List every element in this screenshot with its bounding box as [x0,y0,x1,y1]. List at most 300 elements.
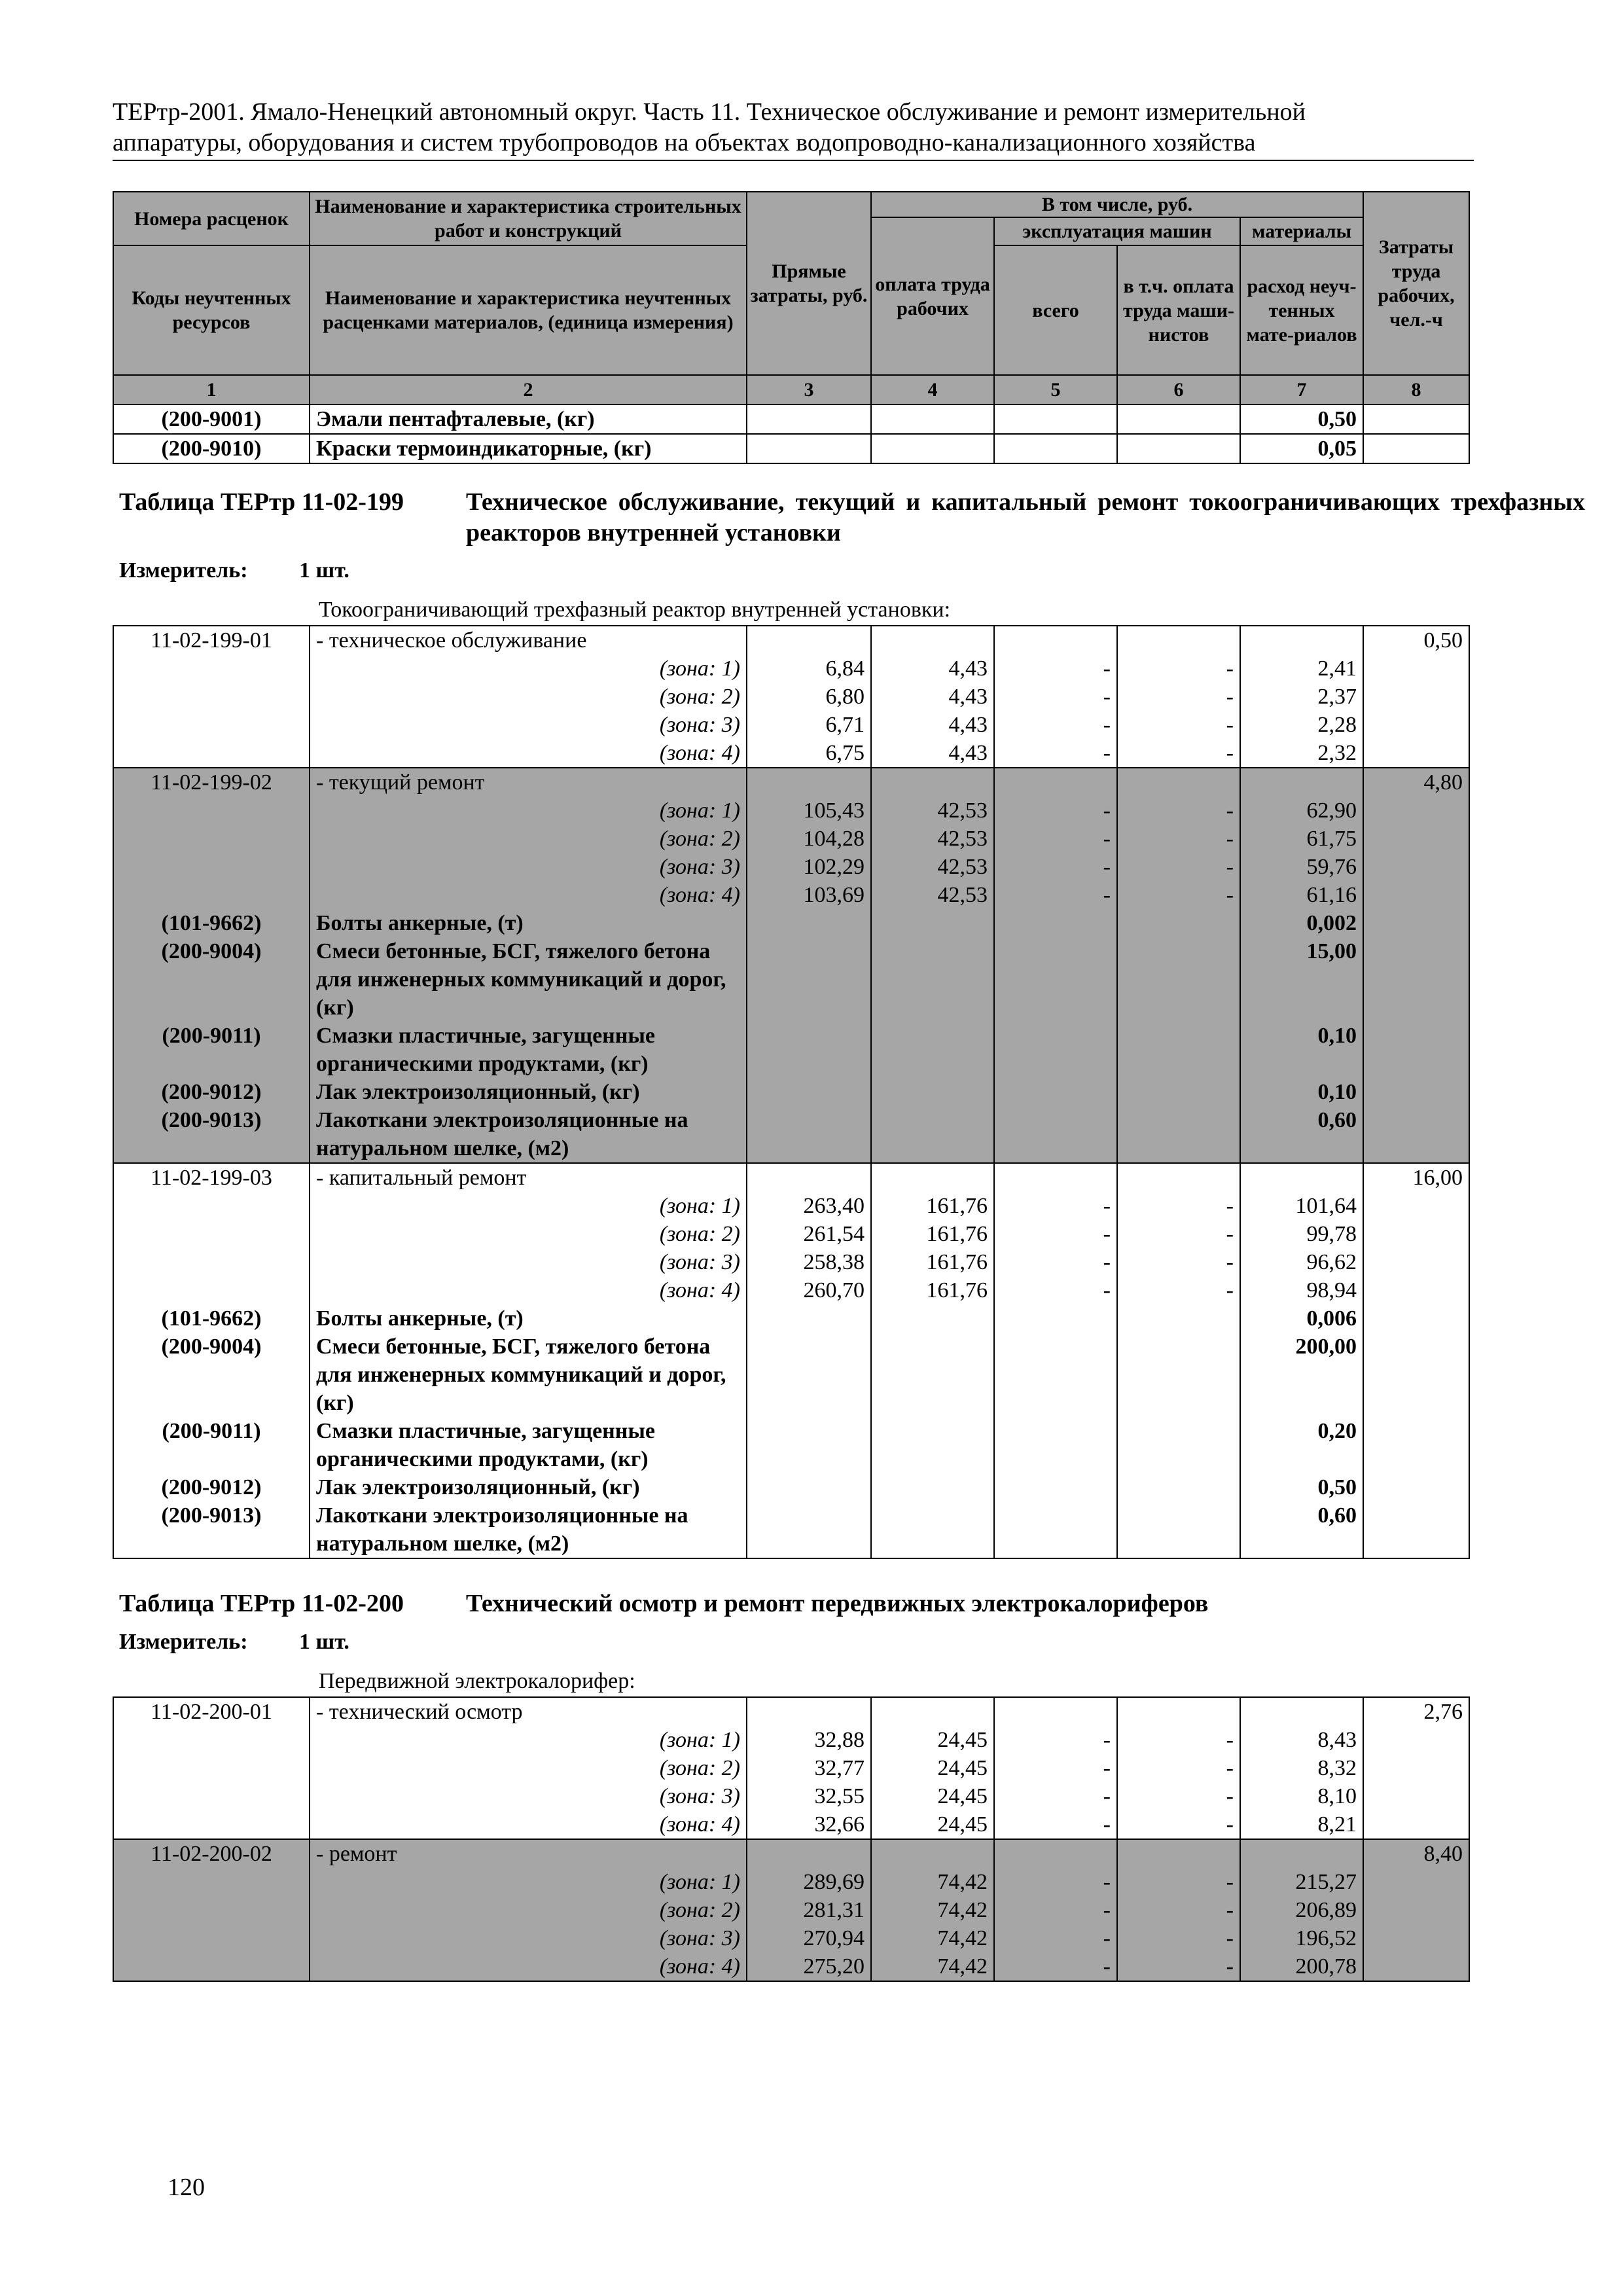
empty-cell [113,1868,310,1896]
colnum-4: 4 [871,375,994,404]
worker-pay: 74,42 [871,1868,994,1896]
header-line-1: ТЕРтр-2001. Ямало-Ненецкий автономный округ. Часть 11. Техническое обслуживание и ремонт измерительной [113,98,1306,126]
table-199-name: Техническое обслуживание, текущий и капитальный ремонт токоограничивающих трехфазных реакторов внутренней установки [466,488,1585,547]
resource-code: (200-9010) [113,434,310,463]
machinist-pay: - [1117,655,1240,683]
resource-code: (200-9004) [113,937,310,1022]
resource-code: (200-9012) [113,1473,310,1501]
empty-cell [747,1022,871,1078]
resource-name: Смазки пластичные, загущенные органическими продуктами, (кг) [310,1022,747,1078]
zone-label: (зона: 2) [310,1896,747,1924]
labor-cost: 2,76 [1363,1697,1469,1726]
empty-cell [1117,1333,1240,1417]
direct-cost: 258,38 [747,1248,871,1276]
machinist-pay: - [1117,711,1240,739]
machine-cost: - [994,1754,1117,1782]
colnum-6: 6 [1117,375,1240,404]
material-cost: 8,43 [1240,1726,1363,1754]
empty-cell [1117,1417,1240,1473]
empty-cell [994,909,1117,937]
worker-pay: 42,53 [871,881,994,909]
empty-cell [1363,1924,1469,1952]
rate-row [113,1839,1469,1868]
empty-cell [871,626,994,655]
empty-cell [747,1333,871,1417]
page-number: 120 [168,2174,205,2201]
zone-label: (зона: 3) [310,711,747,739]
table-200-measure [119,1630,349,1655]
empty-cell [1363,1726,1469,1754]
resource-qty: 0,50 [1240,1473,1363,1501]
empty-cell [1363,825,1469,853]
empty-cell [1363,853,1469,881]
colnum-3: 3 [747,375,871,404]
worker-pay: 161,76 [871,1220,994,1248]
resource-code: (200-9001) [113,404,310,434]
empty-cell [1117,1106,1240,1163]
worker-pay: 42,53 [871,825,994,853]
zone-row [113,1952,1469,1981]
table-199 [113,625,1470,1559]
labor-cost: 8,40 [1363,1839,1469,1868]
table-200-name: Технический осмотр и ремонт передвижных электрокалориферов [466,1590,1209,1617]
zone-row [113,1220,1469,1248]
machine-cost: - [994,1896,1117,1924]
zone-label: (зона: 2) [310,825,747,853]
machine-cost: - [994,797,1117,825]
rate-code: 11-02-199-02 [113,768,310,797]
zone-label: (зона: 4) [310,1276,747,1304]
empty-cell [113,1782,310,1810]
worker-pay: 4,43 [871,739,994,768]
empty-cell [113,1726,310,1754]
machinist-pay: - [1117,797,1240,825]
resource-code: (200-9013) [113,1106,310,1163]
machinist-pay: - [1117,683,1240,711]
zone-row [113,797,1469,825]
empty-cell [1363,1276,1469,1304]
worker-pay: 161,76 [871,1248,994,1276]
empty-cell [1363,655,1469,683]
resource-qty: 0,002 [1240,909,1363,937]
resource-row [113,404,1469,434]
measure-label: Измеритель: [119,558,248,583]
empty-cell [1117,626,1240,655]
rate-name: - техническое обслуживание [310,626,747,655]
machinist-pay: - [1117,1726,1240,1754]
zone-row [113,711,1469,739]
col2-bottom-header: Наименование и характеристика неучтенных расценками материалов, (единица измерения) [310,245,747,375]
worker-pay: 24,45 [871,1810,994,1839]
machine-cost: - [994,1810,1117,1839]
empty-cell [113,655,310,683]
col8-header: Затраты труда рабочих, чел.-ч [1363,192,1469,375]
direct-cost: 32,55 [747,1782,871,1810]
colnum-8: 8 [1363,375,1469,404]
empty-cell [1363,797,1469,825]
machinist-pay: - [1117,1868,1240,1896]
machine-cost: - [994,655,1117,683]
table-200-caption: Передвижной электрокалорифер: [319,1669,635,1693]
empty-cell [113,683,310,711]
zone-row [113,1754,1469,1782]
material-cost: 96,62 [1240,1248,1363,1276]
zone-label: (зона: 1) [310,1192,747,1220]
empty-cell [1363,1022,1469,1078]
resource-qty: 0,10 [1240,1022,1363,1078]
empty-cell [1117,909,1240,937]
zone-label: (зона: 1) [310,1726,747,1754]
machinist-pay: - [1117,1896,1240,1924]
worker-pay: 74,42 [871,1896,994,1924]
resource-name: Эмали пентафталевые, (кг) [310,404,747,434]
empty-cell [747,768,871,797]
labor-cost: 16,00 [1363,1163,1469,1192]
direct-cost: 105,43 [747,797,871,825]
zone-row [113,825,1469,853]
machine-cost: - [994,683,1117,711]
direct-cost: 6,80 [747,683,871,711]
resource-row [113,1022,1469,1078]
worker-pay: 74,42 [871,1952,994,1981]
direct-cost: 103,69 [747,881,871,909]
zone-label: (зона: 4) [310,1952,747,1981]
material-cost: 8,10 [1240,1782,1363,1810]
table-200 [113,1696,1470,1982]
machinist-pay: - [1117,1754,1240,1782]
empty-cell [747,1078,871,1106]
empty-cell [113,1952,310,1981]
zone-label: (зона: 1) [310,797,747,825]
machine-cost: - [994,881,1117,909]
resource-row [113,1333,1469,1417]
empty-cell [747,1163,871,1192]
rate-name: - ремонт [310,1839,747,1868]
empty-cell [871,1417,994,1473]
col4-header: оплата труда рабочих [871,217,994,375]
zone-row [113,1924,1469,1952]
empty-cell [747,1473,871,1501]
zone-row [113,881,1469,909]
empty-cell [113,1754,310,1782]
empty-cell [871,1163,994,1192]
empty-cell [113,1192,310,1220]
direct-cost: 32,88 [747,1726,871,1754]
worker-pay: 161,76 [871,1192,994,1220]
worker-pay: 161,76 [871,1276,994,1304]
empty-cell [113,711,310,739]
rate-code: 11-02-200-01 [113,1697,310,1726]
empty-cell [994,1163,1117,1192]
zone-label: (зона: 4) [310,1810,747,1839]
empty-cell [113,1810,310,1839]
empty-cell [1363,1896,1469,1924]
direct-cost: 263,40 [747,1192,871,1220]
empty-cell [113,853,310,881]
empty-cell [871,1501,994,1558]
worker-pay: 74,42 [871,1924,994,1952]
resource-name: Лакоткани электроизоляционные на натуральном шелке, (м2) [310,1106,747,1163]
empty-cell [113,1276,310,1304]
material-cost: 206,89 [1240,1896,1363,1924]
resource-name: Лак электроизоляционный, (кг) [310,1473,747,1501]
empty-cell [747,1304,871,1333]
empty-cell [994,1839,1117,1868]
empty-cell [1240,1163,1363,1192]
empty-cell [871,909,994,937]
rate-code: 11-02-200-02 [113,1839,310,1868]
empty-cell [1117,1022,1240,1078]
direct-cost: 102,29 [747,853,871,881]
resource-row [113,1106,1469,1163]
resource-code: (200-9012) [113,1078,310,1106]
empty-cell [113,881,310,909]
resource-row [113,1417,1469,1473]
empty-cell [1117,1304,1240,1333]
empty-cell [994,626,1117,655]
rate-row [113,626,1469,655]
zone-label: (зона: 4) [310,739,747,768]
resource-name: Лак электроизоляционный, (кг) [310,1078,747,1106]
machine-cost: - [994,739,1117,768]
direct-cost: 281,31 [747,1896,871,1924]
material-cost: 2,41 [1240,655,1363,683]
resource-name: Болты анкерные, (т) [310,1304,747,1333]
direct-cost: 6,71 [747,711,871,739]
material-cost: 2,37 [1240,683,1363,711]
empty-cell [1363,1248,1469,1276]
empty-cell [994,1106,1117,1163]
empty-cell [1363,1810,1469,1839]
machinist-pay: - [1117,1782,1240,1810]
direct-cost: 32,66 [747,1810,871,1839]
empty-cell [994,937,1117,1022]
empty-cell [994,1078,1117,1106]
table-199-measure [119,558,349,583]
zone-label: (зона: 3) [310,1248,747,1276]
empty-cell [1240,768,1363,797]
rate-code: 11-02-199-03 [113,1163,310,1192]
running-header [113,97,1474,161]
zone-row [113,1192,1469,1220]
material-cost: 215,27 [1240,1868,1363,1896]
worker-pay: 42,53 [871,797,994,825]
machinist-pay: - [1117,825,1240,853]
empty-cell [1363,1192,1469,1220]
empty-cell [994,1304,1117,1333]
empty-cell [1363,881,1469,909]
empty-cell [1363,1417,1469,1473]
col3-header: Прямые затраты, руб. [747,192,871,375]
material-cost: 61,16 [1240,881,1363,909]
col6-header: в т.ч. оплата труда маши-нистов [1117,245,1240,375]
empty-cell [871,1333,994,1417]
resource-name: Болты анкерные, (т) [310,909,747,937]
machine-cost: - [994,1220,1117,1248]
col7-header: расход неуч-тенных мате-риалов [1240,245,1363,375]
empty-cell [1117,768,1240,797]
direct-cost: 32,77 [747,1754,871,1782]
resource-row [113,1304,1469,1333]
machinist-pay: - [1117,881,1240,909]
resource-code: (200-9011) [113,1417,310,1473]
worker-pay: 24,45 [871,1782,994,1810]
worker-pay: 42,53 [871,853,994,881]
resource-row [113,1473,1469,1501]
resource-row [113,1501,1469,1558]
zone-row [113,655,1469,683]
machinist-pay: - [1117,1192,1240,1220]
measure-value: 1 шт. [299,1630,349,1654]
material-cost: 61,75 [1240,825,1363,853]
machine-cost: - [994,825,1117,853]
empty-cell [994,1473,1117,1501]
material-cost: 62,90 [1240,797,1363,825]
empty-cell [871,1304,994,1333]
resource-qty: 0,006 [1240,1304,1363,1333]
direct-cost: 260,70 [747,1276,871,1304]
resource-qty: 0,10 [1240,1078,1363,1106]
empty-cell [1363,1078,1469,1106]
zone-label: (зона: 3) [310,853,747,881]
zone-row [113,1810,1469,1839]
empty-cell [747,1106,871,1163]
material-cost: 8,32 [1240,1754,1363,1782]
worker-pay: 4,43 [871,711,994,739]
empty-cell [1363,711,1469,739]
empty-cell [747,1697,871,1726]
col5-header: всего [994,245,1117,375]
machinist-pay: - [1117,1952,1240,1981]
machine-cost: - [994,1248,1117,1276]
empty-cell [113,797,310,825]
incl-header: В том числе, руб. [871,192,1363,217]
machine-cost: - [994,1924,1117,1952]
zone-label: (зона: 3) [310,1782,747,1810]
rate-name: - технический осмотр [310,1697,747,1726]
colnum-1: 1 [113,375,310,404]
empty-cell [1363,1952,1469,1981]
empty-cell [1363,1333,1469,1417]
empty-cell [113,1924,310,1952]
header-line-2: аппаратуры, оборудования и систем трубопроводов на объектах водопроводно-канализационного хозяйства [113,129,1256,156]
colnum-7: 7 [1240,375,1363,404]
empty-cell [994,1022,1117,1078]
zone-row [113,739,1469,768]
empty-cell [994,1417,1117,1473]
zone-label: (зона: 4) [310,881,747,909]
material-cost: 99,78 [1240,1220,1363,1248]
empty-cell [1117,937,1240,1022]
zone-row [113,1782,1469,1810]
empty-cell [747,937,871,1022]
worker-pay: 24,45 [871,1754,994,1782]
worker-pay: 4,43 [871,655,994,683]
empty-cell [871,1022,994,1078]
direct-cost: 6,84 [747,655,871,683]
empty-cell [1363,1304,1469,1333]
labor-cost: 4,80 [1363,768,1469,797]
rate-code: 11-02-199-01 [113,626,310,655]
machine-cost: - [994,1782,1117,1810]
empty-cell [1363,1782,1469,1810]
machines-header: эксплуатация машин [994,217,1240,245]
empty-cell [1363,739,1469,768]
empty-cell [747,1839,871,1868]
zone-label: (зона: 2) [310,1220,747,1248]
empty-cell [994,768,1117,797]
direct-cost: 261,54 [747,1220,871,1248]
direct-cost: 289,69 [747,1868,871,1896]
empty-cell [871,1106,994,1163]
empty-cell [747,1417,871,1473]
resource-qty: 200,00 [1240,1333,1363,1417]
measure-value: 1 шт. [299,558,349,583]
resource-name: Краски термоиндикаторные, (кг) [310,434,747,463]
direct-cost: 6,75 [747,739,871,768]
col1-top-header: Номера расценок [113,192,310,245]
material-cost: 196,52 [1240,1924,1363,1952]
rate-name: - капитальный ремонт [310,1163,747,1192]
resource-qty: 15,00 [1240,937,1363,1022]
empty-cell [871,1697,994,1726]
empty-cell [1240,1697,1363,1726]
column-header-table [113,191,1470,464]
resource-name: Лакоткани электроизоляционные на натуральном шелке, (м2) [310,1501,747,1558]
empty-cell [1363,1868,1469,1896]
empty-cell [1240,1839,1363,1868]
table-199-number: Таблица ТЕРтр 11-02-199 [119,488,404,516]
machinist-pay: - [1117,853,1240,881]
empty-cell [871,937,994,1022]
zone-label: (зона: 2) [310,683,747,711]
empty-cell [1117,1473,1240,1501]
zone-row [113,1896,1469,1924]
machinist-pay: - [1117,739,1240,768]
resource-code: (200-9013) [113,1501,310,1558]
machine-cost: - [994,1726,1117,1754]
machinist-pay: - [1117,1276,1240,1304]
zone-row [113,853,1469,881]
empty-cell [1117,1697,1240,1726]
empty-cell [1363,1754,1469,1782]
empty-cell [871,1839,994,1868]
empty-cell [113,1248,310,1276]
empty-cell [747,1501,871,1558]
resource-code: (101-9662) [113,909,310,937]
empty-cell [871,768,994,797]
machinist-pay: - [1117,1248,1240,1276]
resource-name: Смеси бетонные, БСГ, тяжелого бетона для инженерных коммуникаций и дорог, (кг) [310,937,747,1022]
rate-row [113,1163,1469,1192]
empty-cell [1363,1106,1469,1163]
material-cost: 101,64 [1240,1192,1363,1220]
direct-cost: 270,94 [747,1924,871,1952]
resource-qty: 0,60 [1240,1106,1363,1163]
material-cost: 200,78 [1240,1952,1363,1981]
resource-code: (101-9662) [113,1304,310,1333]
measure-label: Измеритель: [119,1630,248,1654]
colnum-2: 2 [310,375,747,404]
zone-label: (зона: 3) [310,1924,747,1952]
rate-name: - текущий ремонт [310,768,747,797]
empty-cell [994,1501,1117,1558]
zone-row [113,1276,1469,1304]
material-cost: 98,94 [1240,1276,1363,1304]
resource-qty: 0,20 [1240,1417,1363,1473]
empty-cell [994,1333,1117,1417]
col2-top-header: Наименование и характеристика строительных работ и конструкций [310,192,747,245]
